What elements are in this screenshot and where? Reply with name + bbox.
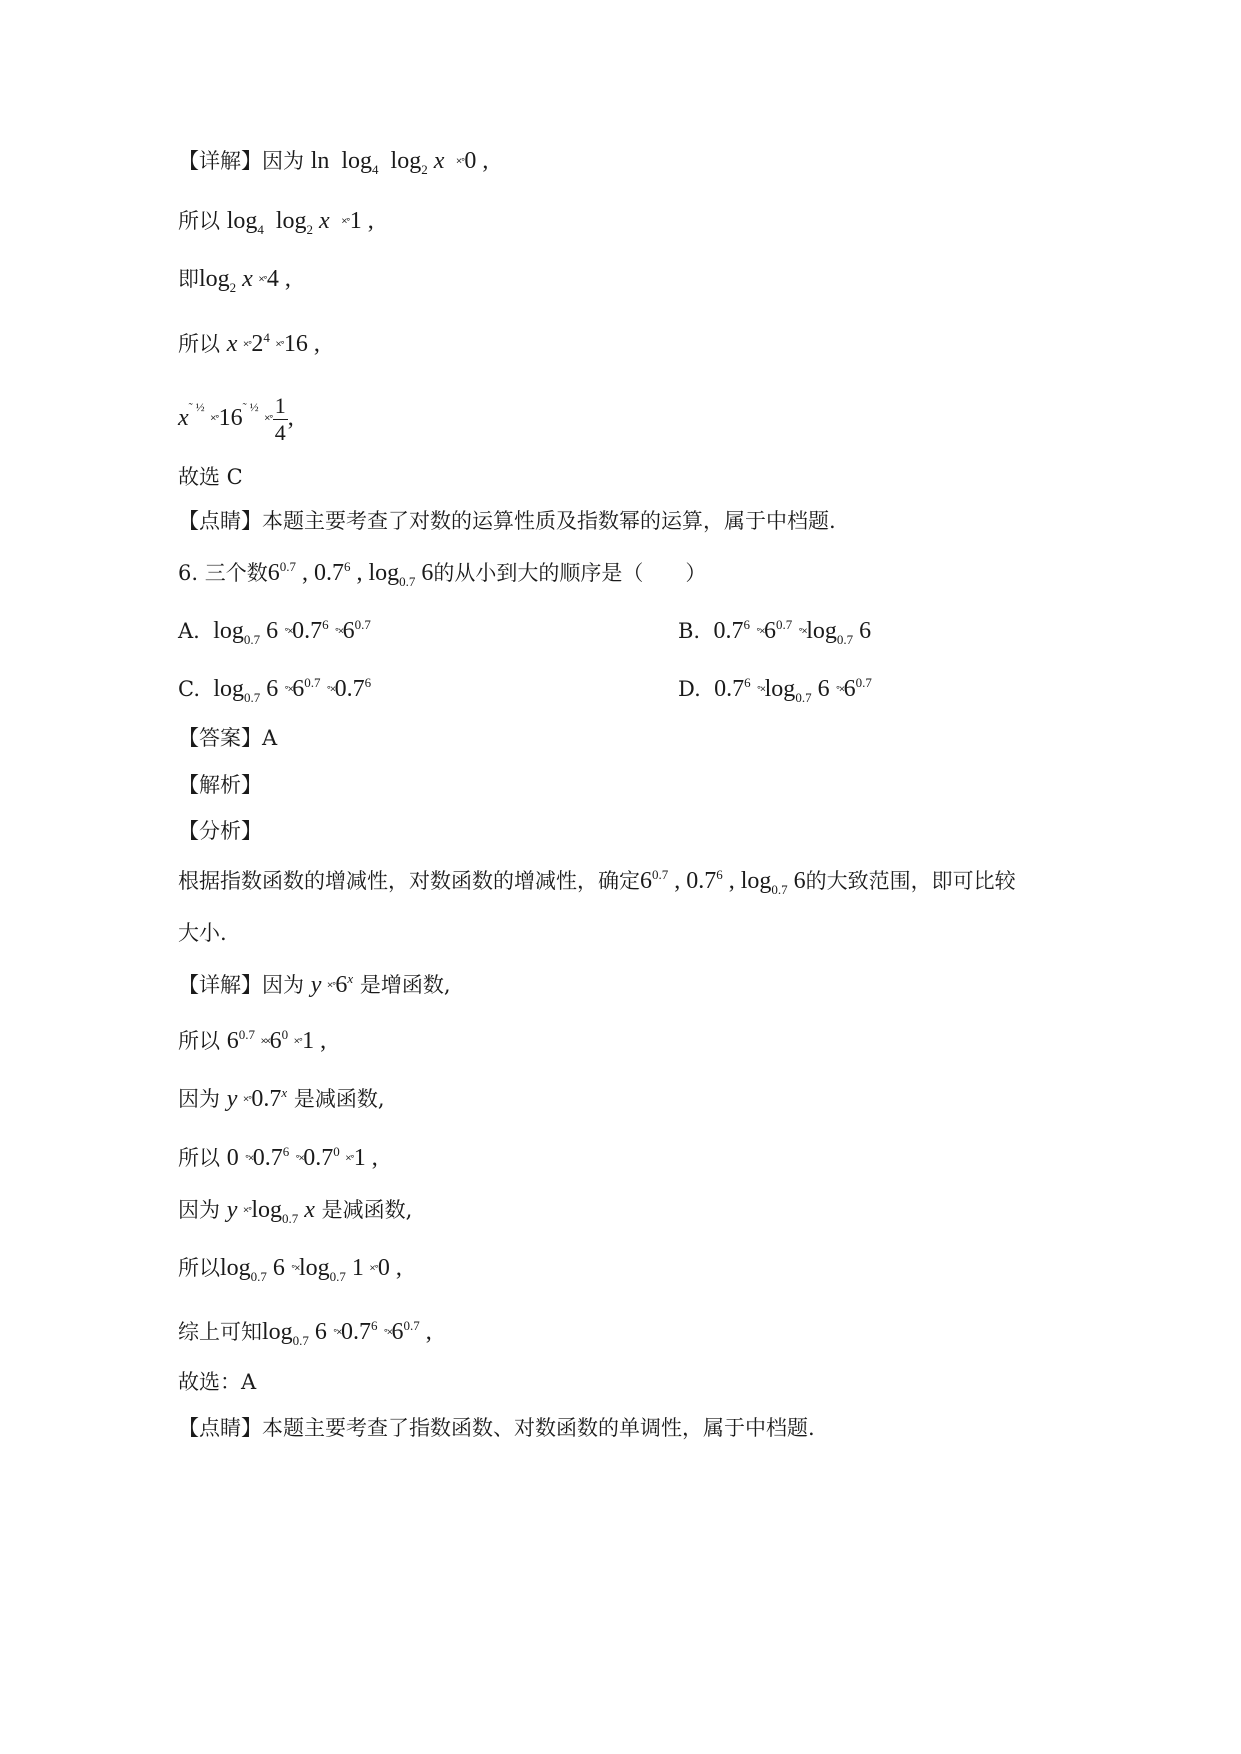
fenxi-text: 根据指数函数的增减性，对数函数的增减性，确定$6^{0.7}$ , $0.7^6$ , $\log_{0.7} 6$的大致范围，即可比较 <box>178 867 1016 897</box>
tips-line: 【点睛】本题主要考查了对数的运算性质及指数幂的运算，属于中档题. <box>178 509 836 533</box>
formula: $\log_{0.7} 6$ $˚˟6^{0.7}$ $˚˟0.7^6$ <box>213 675 372 705</box>
option-b: B. $0.7^6$ $˚˟6^{0.7}$ $˚˟\log_{0.7}$ 6 <box>678 617 872 647</box>
fenxi-text-cont: 大小. <box>178 921 227 945</box>
detail2-line-1: 【详解】因为 y ˟˚6$^x$ 是增函数, <box>178 971 451 998</box>
detail2-line-5: 因为 y $˟˚\log_{0.7}$ x 是减函数, <box>178 1197 413 1226</box>
detail2-line-4: 所以 0 $˚˟0.7^6$ $˚˟0.7^0$ ˟˚1 , <box>178 1144 378 1171</box>
answer-line: 【答案】A <box>178 726 278 750</box>
option-d: D. $0.7^6$ $˚˟\log_{0.7}$ 6 $˚˟6^{0.7}$ <box>678 675 872 705</box>
formula: $6^{0.7}$ , $0.7^6$ , $\log_{0.7} 6$ <box>267 559 434 589</box>
detail-line-1: 【详解】因为 $\ln \log_4 \log_2 x$ ˟˚0 , <box>178 148 489 177</box>
detail-line-5: $x^{˜ \frac{1}{2}}$ $˟˚16^{˜ \frac{1}{2}}$ ˟˚ $\frac{1}{4}$ , <box>178 393 294 445</box>
formula: $6^{0.7}$ , $0.7^6$ , $\log_{0.7} 6$ <box>640 867 806 897</box>
question-6-stem: 6. 三个数$6^{0.7}$ , $0.7^6$ , $\log_{0.7} 6$的从小到大的顺序是（ ） <box>178 559 707 589</box>
detail2-line-6: 所以$\log_{0.7} 6$ $˚˟\log_{0.7}$ 1 ˟˚0 , <box>178 1255 402 1284</box>
formula: $\log_{0.7} 6$ $˚˟0.7^6$ $˚˟6^{0.7}$ , <box>262 1318 432 1348</box>
detail2-line-8: 故选：A <box>178 1370 257 1394</box>
option-a: A. $\log_{0.7} 6$ $˚˟0.7^6$ $˚˟6^{0.7}$ <box>178 617 371 647</box>
formula: $\log_{0.7} 6$ $˚˟\log_{0.7}$ 1 ˟˚0 , <box>220 1255 402 1284</box>
detail2-line-2: 所以 $6^{0.7}$ $˟˟6^0$ ˟˚1 , <box>178 1027 327 1054</box>
formula: $0.7^6$ $˚˟6^{0.7}$ $˚˟\log_{0.7}$ 6 <box>713 617 872 647</box>
detail-line-6: 故选 C <box>178 465 243 489</box>
formula: $\log_{0.7} 6$ $˚˟0.7^6$ $˚˟6^{0.7}$ <box>213 617 371 647</box>
detail-line-2: 所以 $\log_4 \log_2 x$ ˟˚1 , <box>178 208 374 237</box>
formula: $\log_4 \log_2 x$ ˟˚1 , <box>226 208 374 237</box>
formula: $\log_2 x$ ˟˚4 , <box>199 266 291 295</box>
formula: $0.7^6$ $˚˟\log_{0.7}$ 6 $˚˟6^{0.7}$ <box>714 675 872 705</box>
detail2-line-7: 综上可知$\log_{0.7} 6$ $˚˟0.7^6$ $˚˟6^{0.7}$ , <box>178 1318 432 1348</box>
detail2-line-3: 因为 y ˟˚0.7$^x$ 是减函数, <box>178 1085 385 1112</box>
formula: y ˟˚0.7$^x$ <box>226 1085 288 1112</box>
tips2-line: 【点睛】本题主要考查了指数函数、对数函数的单调性，属于中档题. <box>178 1416 815 1440</box>
option-c: C. $\log_{0.7} 6$ $˚˟6^{0.7}$ $˚˟0.7^6$ <box>178 675 372 705</box>
fenxi-label: 【分析】 <box>178 819 262 843</box>
formula: 0 $˚˟0.7^6$ $˚˟0.7^0$ ˟˚1 , <box>226 1144 378 1171</box>
formula: $6^{0.7}$ $˟˟6^0$ ˟˚1 , <box>226 1027 327 1054</box>
formula: $x^{˜ \frac{1}{2}}$ $˟˚16^{˜ \frac{1}{2}}$ ˟˚ <box>178 400 273 431</box>
formula: y $˟˚\log_{0.7}$ x <box>226 1197 315 1226</box>
formula: $\ln \log_4 \log_2 x$ ˟˚0 , <box>310 148 489 177</box>
formula: y ˟˚6$^x$ <box>310 971 354 998</box>
analysis-label: 【解析】 <box>178 773 262 797</box>
detail-line-4: 所以 x $˟˚2^4$ ˟˚16 , <box>178 330 320 357</box>
formula: x $˟˚2^4$ ˟˚16 , <box>226 330 320 357</box>
detail-line-3: 即$\log_2 x$ ˟˚4 , <box>178 266 291 295</box>
fraction: $\frac{1}{4}$ <box>274 393 286 445</box>
